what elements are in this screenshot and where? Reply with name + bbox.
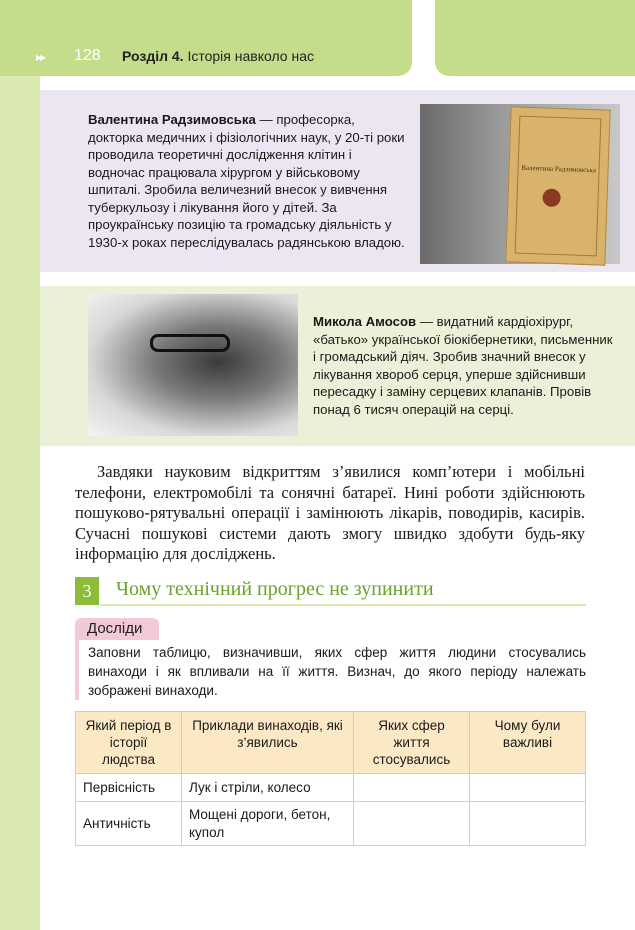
bio-description: — видатний кардіохірург, «батько» української біокібернетики, письменник і громадський діяч. Зробив значний внесок у лікування хвороб серця, уперше здійснивши пересадку і заміну серцевих клапанів. Провів понад 6 тисяч операцій на серці.: [313, 314, 613, 417]
table-header-cell: Чому були важливі: [470, 712, 586, 774]
book-cover-image: [505, 106, 610, 265]
table-cell-empty[interactable]: [470, 802, 586, 846]
double-arrow-icon: ▸▸: [36, 50, 45, 64]
chapter-label: Розділ 4.: [122, 48, 184, 64]
glasses-detail: [150, 334, 230, 352]
question-number-badge: 3: [75, 577, 99, 605]
chapter-title: [122, 48, 314, 64]
left-margin-strip: [0, 0, 40, 930]
table-cell: Античність: [76, 802, 182, 846]
table-cell-empty[interactable]: [470, 774, 586, 802]
table-cell-empty[interactable]: [354, 802, 470, 846]
main-paragraph: Завдяки науковим відкриттям з’явилися комп’ютери і мобільні телефони, електромобілі та сонячні батареї. Нині роботи здійснюють пошуково-рятувальні операції і замінюють лікарів, поводирів, касирів. Сучасні пошукові системи дають змогу швидко здобути будь-яку інформацію для досліджень.: [75, 462, 585, 563]
table-cell: Лук і стріли, колесо: [182, 774, 354, 802]
bio-name: Микола Амосов: [313, 314, 417, 329]
question-underline: [100, 604, 586, 606]
table-header-cell: Яких сфер життя стосувались: [354, 712, 470, 774]
table-cell-empty[interactable]: [354, 774, 470, 802]
bio-text-radzymovska: [88, 111, 408, 251]
table-header-cell: Який період в історії людства: [76, 712, 182, 774]
bio-text-amosov: [313, 313, 613, 418]
table-header-row: [76, 712, 586, 774]
explore-instructions: Заповни таблицю, визначивши, яких сфер життя людини стосувались винаходи і як впливали на її життя. Визнач, до якого періоду належать зображені винаходи.: [88, 645, 586, 698]
header-right-block: [435, 0, 635, 76]
table-row: [76, 802, 586, 846]
explore-label: Досліди: [75, 618, 159, 640]
bio-name: Валентина Радзимовська: [88, 112, 256, 127]
question-title: Чому технічний прогрес не зупинити: [116, 578, 434, 600]
chapter-name: Історія навколо нас: [187, 48, 314, 64]
inventions-table: [75, 711, 586, 846]
table-row: [76, 774, 586, 802]
book-frame: [515, 116, 602, 257]
bio-description: — професорка, докторка медичних і фізіологічних наук, у 20-ті роки проводила теоретичні дослідження клітин і водночас працювала хірургом у військовому шпиталі. Зробила величезний внесок у вивчення туберкульозу і лікування його у дітей. За проукраїнську позицію та громадську діяльність у 1930-х роках переслідувалась радянською владою.: [88, 112, 405, 250]
book-title: Валентина Радзимовська: [521, 163, 597, 175]
table-header-cell: Приклади винаходів, які з’явились: [182, 712, 354, 774]
explore-side-bar: [75, 640, 79, 700]
table-cell: Мощені дороги, бетон, купол: [182, 802, 354, 846]
page-number: 128: [74, 47, 101, 64]
header-top-band: [0, 0, 412, 38]
table-cell: Первісність: [76, 774, 182, 802]
portrait-photo-amosov: [88, 294, 298, 436]
